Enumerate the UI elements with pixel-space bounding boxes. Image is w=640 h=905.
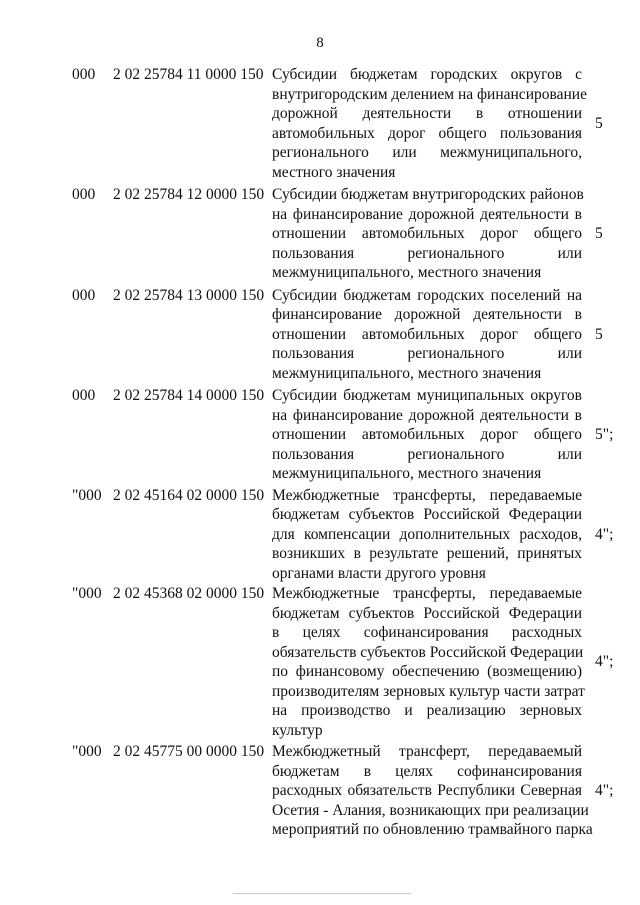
- table-row: [0, 185, 640, 283]
- description-line: на финансирование дорожной деятельности в: [272, 406, 582, 424]
- description-line: межмуниципального, местного значения: [272, 364, 542, 382]
- description-line: Межбюджетные трансферты, передаваемые: [272, 585, 582, 602]
- description-line: бюджетам в целях софинансирования: [272, 762, 582, 780]
- income-description: [272, 486, 582, 584]
- administrator-code: 000: [72, 387, 96, 404]
- description-line: органами власти другого уровня: [272, 564, 486, 582]
- description-line: межмуниципального, местного значения: [272, 264, 542, 281]
- description-line: на финансирование дорожной деятельности в: [272, 205, 582, 223]
- budget-classification-code: 2 02 25784 11 0000 150: [113, 66, 264, 83]
- amount-value: 5: [595, 325, 603, 343]
- amount-value: 4";: [595, 653, 614, 671]
- budget-codes-table: [0, 65, 640, 840]
- description-line: Субсидии бюджетам муниципальных округов: [272, 387, 582, 404]
- administrator-code: "000: [72, 585, 102, 602]
- administrator-code: "000: [72, 743, 102, 760]
- description-line: расходных обязательств Республики Северная: [272, 782, 582, 799]
- description-line: Межбюджетные трансферты, передаваемые: [272, 486, 582, 504]
- description-line: межмуниципального, местного значения: [272, 465, 542, 482]
- description-line: автомобильных дорог общего пользования: [272, 124, 582, 142]
- description-line: регионального или межмуниципального,: [272, 144, 582, 161]
- budget-classification-code: 2 02 45164 02 0000 150: [113, 486, 265, 504]
- description-line: дорожной деятельности в отношении: [272, 105, 582, 122]
- administrator-code: "000: [72, 486, 102, 504]
- description-line: бюджетам субъектов Российской Федерации: [272, 604, 582, 622]
- budget-classification-code: 2 02 45775 00 0000 150: [113, 743, 265, 760]
- income-description: [272, 386, 582, 484]
- description-line: в целях софинансирования расходных: [272, 624, 582, 641]
- budget-classification-code: 2 02 25784 13 0000 150: [113, 286, 265, 304]
- table-row: [0, 486, 640, 584]
- table-row: [0, 742, 640, 840]
- administrator-code: 000: [72, 66, 96, 83]
- income-description: [272, 286, 582, 384]
- administrator-code: 000: [72, 286, 96, 304]
- description-line: пользования регионального или: [272, 345, 582, 362]
- budget-classification-code: 2 02 25784 14 0000 150: [113, 387, 265, 404]
- description-line: Межбюджетный трансферт, передаваемый: [272, 743, 582, 760]
- description-line: культур: [272, 721, 323, 739]
- amount-value: 4";: [595, 782, 614, 799]
- description-line: Субсидии бюджетам городских округов с: [272, 66, 582, 83]
- description-line: по финансовому обеспечению (возмещению): [272, 663, 582, 680]
- description-line: на производство и реализацию зерновых: [272, 702, 582, 719]
- description-line: мероприятий по обновлению трамвайного парка: [272, 821, 593, 838]
- administrator-code: 000: [72, 186, 96, 203]
- description-line: возникших в результате решений, принятых: [272, 545, 582, 562]
- description-line: Субсидии бюджетам внутригородских районов: [272, 186, 584, 203]
- amount-value: 5";: [595, 426, 614, 443]
- income-description: [272, 185, 582, 283]
- table-row: [0, 386, 640, 484]
- page-number: 8: [316, 35, 324, 51]
- description-line: отношении автомобильных дорог общего: [272, 225, 582, 242]
- budget-classification-code: 2 02 45368 02 0000 150: [113, 585, 265, 602]
- budget-classification-code: 2 02 25784 12 0000 150: [113, 186, 265, 203]
- description-line: отношении автомобильных дорог общего: [272, 426, 582, 443]
- description-line: для компенсации дополнительных расходов,: [272, 525, 582, 543]
- amount-value: 5: [595, 114, 603, 132]
- description-line: местного значения: [272, 163, 396, 181]
- description-line: Осетия - Алания, возникающих при реализации: [272, 801, 589, 819]
- income-description: [272, 742, 593, 840]
- description-line: финансирование дорожной деятельности в: [272, 306, 582, 323]
- income-description: [272, 65, 587, 182]
- description-line: внутригородским делением на финансирование: [272, 85, 587, 103]
- description-line: Субсидии бюджетам городских поселений на: [272, 286, 582, 304]
- description-line: пользования регионального или: [272, 244, 582, 262]
- table-row: [0, 65, 640, 182]
- amount-value: 4";: [595, 525, 614, 543]
- description-line: отношении автомобильных дорог общего: [272, 325, 582, 343]
- income-description: [272, 584, 585, 740]
- table-row: [0, 286, 640, 384]
- description-line: пользования регионального или: [272, 445, 582, 463]
- description-line: производителям зерновых культур части затрат: [272, 682, 585, 700]
- table-row: [0, 584, 640, 740]
- footer-rule: [233, 893, 411, 894]
- description-line: бюджетам субъектов Российской Федерации: [272, 506, 582, 523]
- amount-value: 5: [595, 225, 603, 242]
- description-line: обязательств субъектов Российской Федерации: [272, 643, 584, 661]
